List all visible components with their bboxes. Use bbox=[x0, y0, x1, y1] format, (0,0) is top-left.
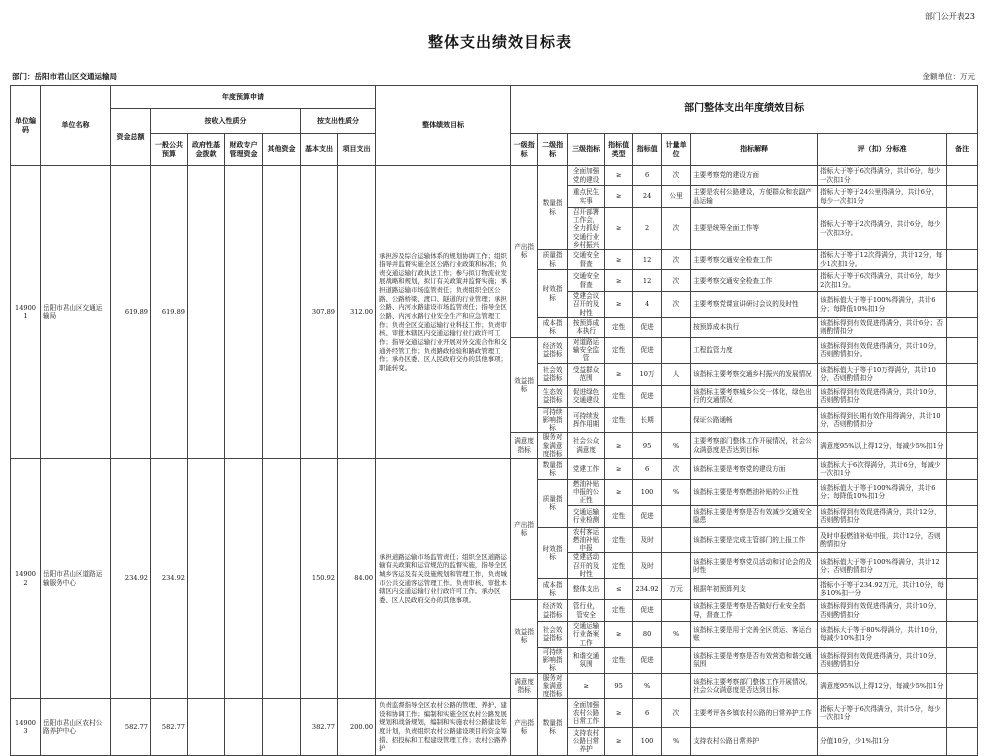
table-body bbox=[11, 166, 978, 756]
header-criteria: 评（扣）分标准 bbox=[818, 134, 947, 166]
indicator-description: 根据年初预算列支 bbox=[691, 579, 818, 600]
other-fund bbox=[263, 458, 301, 698]
level3-indicator: 促进绿色交通建设 bbox=[568, 385, 605, 407]
level3-indicator: 农村客运燃油补贴申报 bbox=[568, 527, 605, 553]
remark bbox=[947, 250, 978, 270]
level2-indicator: 生态效益指标 bbox=[538, 385, 568, 407]
measure-unit: 次 bbox=[662, 292, 691, 318]
level3-indicator: 党建会议召开的及时性 bbox=[568, 292, 605, 318]
indicator-type: ≥ bbox=[605, 166, 633, 186]
measure-unit: % bbox=[662, 479, 691, 505]
other-fund bbox=[263, 166, 301, 459]
measure-unit: 次 bbox=[662, 699, 691, 727]
measure-unit: 公里 bbox=[662, 186, 691, 208]
special-fund bbox=[225, 166, 263, 459]
measure-unit: 次 bbox=[662, 208, 691, 250]
level1-indicator: 满意度指标 bbox=[511, 673, 538, 699]
header-remark: 备注 bbox=[947, 134, 978, 166]
level3-indicator: 交通运输行业检测 bbox=[568, 505, 605, 527]
scoring-criteria: 满意度95%以上得12分，每减少5%扣1分 bbox=[818, 673, 947, 699]
scoring-criteria: 该指标得到有效促进得满分，共计10分，否则酌情扣分 bbox=[818, 385, 947, 407]
remark bbox=[947, 270, 978, 292]
indicator-value: 10万 bbox=[633, 363, 662, 385]
level3-indicator: 交通安全督查 bbox=[568, 270, 605, 292]
remark bbox=[947, 505, 978, 527]
basic-expense: 150.92 bbox=[301, 458, 338, 698]
indicator-type: 定性 bbox=[605, 553, 633, 579]
level3-indicator: 全面加强农村公路日常工作 bbox=[568, 699, 605, 727]
level3-indicator: 党建工作 bbox=[568, 458, 605, 479]
indicator-value: 6 bbox=[633, 166, 662, 186]
scoring-criteria: 该指标得到有效促进得满分，共计12分，否则酌情扣分 bbox=[818, 505, 947, 527]
level2-indicator: 成本指标 bbox=[538, 579, 568, 600]
indicator-value: 24 bbox=[633, 186, 662, 208]
indicator-description: 该指标主要是考察燃油补贴的公正性 bbox=[691, 479, 818, 505]
level3-indicator: 按预算成本执行 bbox=[568, 317, 605, 337]
overall-goal: 负责监督指导全区农村公路的管理、养护、建设和协调工作；编制和实施全区农村公路发展规划和战备规划，编制和实施农村公路建设年度计划，负责组织农村公路建设项目的资金筹措、招投标和工程建设管理工作；农村公路养护 bbox=[376, 699, 511, 756]
indicator-type: ≤ bbox=[605, 579, 633, 600]
indicator-type: ≥ bbox=[605, 270, 633, 292]
indicator-description: 支持农村公路日常养护 bbox=[691, 727, 818, 755]
page-title: 整体支出绩效目标表 bbox=[427, 33, 572, 51]
general-budget: 234.92 bbox=[151, 458, 188, 698]
scoring-criteria: 该指标得到有效促进得满分，共计6分；否则酌情扣分 bbox=[818, 317, 947, 337]
level3-indicator: 交通运输行业备案工作 bbox=[568, 622, 605, 648]
measure-unit bbox=[662, 385, 691, 407]
header-unit-name: 单位名称 bbox=[41, 86, 111, 166]
special-fund bbox=[225, 458, 263, 698]
indicator-description: 主要考察党课宣讲研讨会议的及时性 bbox=[691, 292, 818, 318]
indicator-value: 6 bbox=[633, 699, 662, 727]
indicator-type: 定性 bbox=[605, 647, 633, 673]
measure-unit: 次 bbox=[662, 166, 691, 186]
remark bbox=[947, 579, 978, 600]
level3-indicator: 交通安全督查 bbox=[568, 250, 605, 270]
indicator-description: 该指标主要是用于完善全区货运、客运台账 bbox=[691, 622, 818, 648]
indicator-type: 定性 bbox=[605, 385, 633, 407]
total-amount: 619.89 bbox=[111, 166, 151, 459]
scoring-criteria: 该指标值大于等于100%得满分，共计6分；每降低10%扣1分 bbox=[818, 479, 947, 505]
table-row bbox=[11, 699, 978, 727]
gov-fund bbox=[188, 166, 225, 459]
remark bbox=[947, 553, 978, 579]
indicator-type: ≥ bbox=[605, 622, 633, 648]
scoring-criteria: 指标大于等于6次得满分，共计6分，每少一次扣1分 bbox=[818, 166, 947, 186]
measure-unit bbox=[662, 673, 691, 699]
indicator-type: ≥ bbox=[605, 250, 633, 270]
scoring-criteria: 该指标得到长期有效作用得满分，共计10分，否则酌情扣分 bbox=[818, 407, 947, 433]
department-label: 部门：岳阳市君山区交通运输局 bbox=[12, 72, 117, 81]
header-general: 一般公共预算 bbox=[151, 134, 188, 166]
unit-code: 149002 bbox=[11, 458, 41, 698]
measure-unit bbox=[662, 317, 691, 337]
measure-unit bbox=[662, 647, 691, 673]
level2-indicator: 数量指标 bbox=[538, 458, 568, 479]
header-by-expense: 按支出性质分 bbox=[301, 109, 376, 134]
remark bbox=[947, 363, 978, 385]
level3-indicator: 受益群众范围 bbox=[568, 363, 605, 385]
indicator-description: 该指标主要是考察是否做好行业安全指导，督查工作 bbox=[691, 600, 818, 622]
level2-indicator: 可持续影响指标 bbox=[538, 647, 568, 673]
indicator-value: 12 bbox=[633, 270, 662, 292]
scoring-criteria: 该指标大于等于80%得满分，共计10分，每减少10%扣1分 bbox=[818, 622, 947, 648]
level2-indicator: 服务对象满意度指标 bbox=[538, 433, 568, 459]
amount-unit-label: 金额单位：万元 bbox=[922, 72, 975, 81]
indicator-type: 定性 bbox=[605, 600, 633, 622]
level2-indicator: 可持续影响指标 bbox=[538, 407, 568, 433]
remark bbox=[947, 433, 978, 459]
scoring-criteria: 满意度95%以上得12分，每减少5%扣1分 bbox=[818, 433, 947, 459]
indicator-type: ≥ bbox=[605, 727, 633, 755]
remark bbox=[947, 647, 978, 673]
level3-indicator: 燃油补贴申报的公正性 bbox=[568, 479, 605, 505]
scoring-criteria: 指标小于等于234.92万元，共计10分，每多10%扣一分 bbox=[818, 579, 947, 600]
indicator-description: 该指标主要是考察是否有效营造和谐交通氛围 bbox=[691, 647, 818, 673]
header-dept-goal: 部门整体支出年度绩效目标 bbox=[511, 86, 978, 134]
indicator-value: 95 bbox=[633, 433, 662, 459]
table-row bbox=[11, 166, 978, 186]
scoring-criteria: 该指标大于6次得满分，共计6分，每减少一次扣1分 bbox=[818, 458, 947, 479]
remark bbox=[947, 186, 978, 208]
level2-indicator: 社会效益指标 bbox=[538, 622, 568, 648]
indicator-type: 定性 bbox=[605, 407, 633, 433]
general-budget: 582.77 bbox=[151, 699, 188, 756]
header-l2: 二级指标 bbox=[538, 134, 568, 166]
header-unit: 计量单位 bbox=[662, 134, 691, 166]
measure-unit: 人 bbox=[662, 363, 691, 385]
indicator-value: 4 bbox=[633, 292, 662, 318]
header-unit-code: 单位编码 bbox=[11, 86, 41, 166]
indicator-description: 工程监管力度 bbox=[691, 337, 818, 363]
indicator-value: 促进 bbox=[633, 317, 662, 337]
indicator-value: 促进 bbox=[633, 337, 662, 363]
level3-indicator: 重点民生实事 bbox=[568, 186, 605, 208]
remark bbox=[947, 527, 978, 553]
header-desc: 指标解释 bbox=[691, 134, 818, 166]
level2-indicator: 质量指标 bbox=[538, 479, 568, 527]
measure-unit bbox=[662, 600, 691, 622]
measure-unit: % bbox=[662, 727, 691, 755]
scoring-criteria: 及时申报燃油补贴申报，共计12分，否则酌情扣分 bbox=[818, 527, 947, 553]
remark bbox=[947, 317, 978, 337]
level1-indicator: 效益指标 bbox=[511, 337, 538, 432]
level2-indicator: 时效指标 bbox=[538, 270, 568, 318]
header-by-income: 按收入性质分 bbox=[151, 109, 301, 134]
page-number: 部门公开表23 bbox=[924, 12, 975, 21]
measure-unit: 万元 bbox=[662, 579, 691, 600]
level2-indicator: 经济效益指标 bbox=[538, 600, 568, 622]
scoring-criteria: 指标大于等于24公里得满分，共计6分，每少一次扣1分 bbox=[818, 186, 947, 208]
indicator-description: 主要考察交通安全检查工作 bbox=[691, 270, 818, 292]
indicator-value: 促进 bbox=[633, 385, 662, 407]
overall-goal: 承担涉及综合运输体系的规划协调工作；组织指导并监督实施全区公路行业政策和标准；负责交通运输行政执法工作；参与拟订物流业发展战略和规划，拟订有关政策并监督实施；承担道路运输市场监管责任；负责组织全区公路、公路桥梁、渡口、隧道的行业管理；承担公路、内河水路建设市场监管责任；指导全区公路、内河水路行业安全生产和应急管理工作；负责全区交通运输行业科技工作；负责审核、审批本辖区内交通运输行业行政许可工作；指导交通运输行业开展对外交流合作和交通外经管工作；负责路政检验和路政管理工作；承办区委、区人民政府交办的其他事项；职能转变。 bbox=[376, 166, 511, 459]
measure-unit bbox=[662, 505, 691, 527]
indicator-value: 2 bbox=[633, 208, 662, 250]
unit-code: 149003 bbox=[11, 699, 41, 756]
level1-indicator: 效益指标 bbox=[511, 600, 538, 673]
remark bbox=[947, 479, 978, 505]
level1-indicator: 产出指标 bbox=[511, 458, 538, 599]
header-basic: 基本支出 bbox=[301, 134, 338, 166]
overall-goal: 承担道路运输市场监管责任；组织全区道路运输有关政策和运营规范的监督实施，指导全区城乡客运及有关设施规划和管理工作，负责城市公共交通客运管理工作。负责审核、审批本辖区内交通运输行业行政许可工作。承办区委、区人民政府交办的其他事项。 bbox=[376, 458, 511, 698]
indicator-value: 及时 bbox=[633, 553, 662, 579]
level2-indicator: 数量指标 bbox=[538, 699, 568, 756]
scoring-criteria: 指标大于等于6次得满分，共计5分，每少一次扣1分 bbox=[818, 699, 947, 727]
indicator-value: 长期 bbox=[633, 407, 662, 433]
remark bbox=[947, 699, 978, 727]
level3-indicator: 和谐交通氛围 bbox=[568, 647, 605, 673]
gov-fund bbox=[188, 699, 225, 756]
project-expense: 200.00 bbox=[338, 699, 376, 756]
performance-table bbox=[10, 85, 978, 756]
indicator-value: 6 bbox=[633, 458, 662, 479]
level3-indicator: 可持续发挥作用期 bbox=[568, 407, 605, 433]
level2-indicator: 时效指标 bbox=[538, 527, 568, 578]
level2-indicator: 社会效益指标 bbox=[538, 363, 568, 385]
header-goal: 整体绩效目标 bbox=[376, 86, 511, 166]
unit-code: 149001 bbox=[11, 166, 41, 459]
table-row bbox=[11, 458, 978, 479]
basic-expense: 307.89 bbox=[301, 166, 338, 459]
scoring-criteria: 该指标值大于等于100%得满分，共计12分；否则酌情扣分 bbox=[818, 553, 947, 579]
header-value: 指标值 bbox=[633, 134, 662, 166]
measure-unit bbox=[662, 337, 691, 363]
remark bbox=[947, 600, 978, 622]
unit-name: 岳阳市君山区道路运输服务中心 bbox=[41, 458, 111, 698]
level1-indicator: 产出指标 bbox=[511, 166, 538, 338]
indicator-description: 该指标主要是考察党员活动和讨论会的及时性 bbox=[691, 553, 818, 579]
level3-indicator: 支持农村公路日常养护 bbox=[568, 727, 605, 755]
measure-unit bbox=[662, 553, 691, 579]
indicator-type: ≥ bbox=[605, 433, 633, 459]
level3-indicator: ≥ bbox=[568, 673, 605, 699]
indicator-value: 234.92 bbox=[633, 579, 662, 600]
indicator-description: 该指标主要是考察是否有效减少交通安全隐患 bbox=[691, 505, 818, 527]
level1-indicator: 满意度指标 bbox=[511, 433, 538, 459]
header-annual-budget: 年度预算申请 bbox=[111, 86, 376, 109]
measure-unit bbox=[662, 407, 691, 433]
indicator-type: 定性 bbox=[605, 505, 633, 527]
level2-indicator: 经济效益指标 bbox=[538, 337, 568, 363]
header-l1: 一级指标 bbox=[511, 134, 538, 166]
header-type: 指标值类型 bbox=[605, 134, 633, 166]
measure-unit bbox=[662, 527, 691, 553]
scoring-criteria: 该指标值大于等于10万得满分，共计10分，否则酌情扣分 bbox=[818, 363, 947, 385]
level3-indicator: 召开部署工作会，全力抓好交通行业乡村振兴 bbox=[568, 208, 605, 250]
indicator-value: % bbox=[633, 673, 662, 699]
header-l3: 三级指标 bbox=[568, 134, 605, 166]
unit-name: 岳阳市君山区农村公路养护中心 bbox=[41, 699, 111, 756]
indicator-type: ≥ bbox=[605, 363, 633, 385]
indicator-type: ≥ bbox=[605, 186, 633, 208]
header-project: 项目支出 bbox=[338, 134, 376, 166]
scoring-criteria: 该指标得到有效促进得满分，共计10分，否则酌情扣分 bbox=[818, 600, 947, 622]
level2-indicator: 数量指标 bbox=[538, 166, 568, 250]
indicator-type: 定性 bbox=[605, 527, 633, 553]
remark bbox=[947, 292, 978, 318]
scoring-criteria: 该指标得到有效促进得满分，共计10分，否则酌情扣分。 bbox=[818, 337, 947, 363]
remark bbox=[947, 166, 978, 186]
indicator-type: 95 bbox=[605, 673, 633, 699]
header-total: 资金总额 bbox=[111, 109, 151, 166]
header-gov-fund: 政府性基金拨款 bbox=[188, 134, 225, 166]
scoring-criteria: 指标大于等于12次得满分，共计12分，每少1次扣1分。 bbox=[818, 250, 947, 270]
header-other: 其他资金 bbox=[263, 134, 301, 166]
remark bbox=[947, 622, 978, 648]
indicator-value: 促进 bbox=[633, 505, 662, 527]
indicator-description: 主要考评各乡镇农村公路的日常养护工作 bbox=[691, 699, 818, 727]
measure-unit: 次 bbox=[662, 270, 691, 292]
indicator-value: 100 bbox=[633, 727, 662, 755]
remark bbox=[947, 337, 978, 363]
indicator-description: 主要考察交通安全检查工作 bbox=[691, 250, 818, 270]
indicator-description: 该指标主要是完成主管部门的上报工作 bbox=[691, 527, 818, 553]
indicator-type: ≥ bbox=[605, 699, 633, 727]
indicator-description: 主要是统筹全面工作等 bbox=[691, 208, 818, 250]
scoring-criteria: 该指标值大于等于100%得满分，共计6分；每降低10%扣1分 bbox=[818, 292, 947, 318]
indicator-type: ≥ bbox=[605, 292, 633, 318]
measure-unit: % bbox=[662, 622, 691, 648]
scoring-criteria: 指标大于等于6次得满分，共计6分，每少2次扣1分。 bbox=[818, 270, 947, 292]
remark bbox=[947, 208, 978, 250]
remark bbox=[947, 458, 978, 479]
special-fund bbox=[225, 699, 263, 756]
indicator-type: ≥ bbox=[605, 208, 633, 250]
scoring-criteria: 该指标得到有效促进得满分，共计10分，否则酌情扣分 bbox=[818, 647, 947, 673]
scoring-criteria: 分值10分，少1%扣1分 bbox=[818, 727, 947, 755]
indicator-value: 促进 bbox=[633, 600, 662, 622]
indicator-type: ≥ bbox=[605, 479, 633, 505]
remark bbox=[947, 673, 978, 699]
remark bbox=[947, 385, 978, 407]
indicator-value: 80 bbox=[633, 622, 662, 648]
indicator-description: 主要考察部门整体工作开展情况，社会公众满意度是否达到目标 bbox=[691, 433, 818, 459]
level2-indicator: 服务对象满意度指标 bbox=[538, 673, 568, 699]
scoring-criteria: 指标大于等于2次得满分，共计6分，每少一次扣3分。 bbox=[818, 208, 947, 250]
basic-expense: 382.77 bbox=[301, 699, 338, 756]
level3-indicator: 全面加强党的建设 bbox=[568, 166, 605, 186]
indicator-value: 12 bbox=[633, 250, 662, 270]
indicator-description: 按预算成本执行 bbox=[691, 317, 818, 337]
total-amount: 582.77 bbox=[111, 699, 151, 756]
remark bbox=[947, 727, 978, 755]
indicator-description: 该指标主要考察城乡公交一体化，绿色出行的交通情况 bbox=[691, 385, 818, 407]
other-fund bbox=[263, 699, 301, 756]
level1-indicator: 产出指标 bbox=[511, 699, 538, 756]
indicator-description: 该指标主要是考察党的建设方面 bbox=[691, 458, 818, 479]
level3-indicator: 社会公众满意度 bbox=[568, 433, 605, 459]
level3-indicator: 对道路运输安全监管 bbox=[568, 337, 605, 363]
level2-indicator: 质量指标 bbox=[538, 250, 568, 270]
header-special: 财政专户管理资金 bbox=[225, 134, 263, 166]
indicator-type: 定性 bbox=[605, 317, 633, 337]
indicator-value: 及时 bbox=[633, 527, 662, 553]
indicator-type: ≥ bbox=[605, 458, 633, 479]
indicator-type: 定性 bbox=[605, 337, 633, 363]
total-amount: 234.92 bbox=[111, 458, 151, 698]
project-expense: 312.00 bbox=[338, 166, 376, 459]
measure-unit: 次 bbox=[662, 250, 691, 270]
level3-indicator: 管行业，管安全 bbox=[568, 600, 605, 622]
indicator-description: 该指标主要考察交通乡村振兴的发展情况 bbox=[691, 363, 818, 385]
level3-indicator: 整体支出 bbox=[568, 579, 605, 600]
indicator-description: 该指标主要考察部门整体工作开展情况，社会公众满意度是否达到目标 bbox=[691, 673, 818, 699]
indicator-value: 100 bbox=[633, 479, 662, 505]
level3-indicator: 党建活动召开的及时性 bbox=[568, 553, 605, 579]
level2-indicator: 成本指标 bbox=[538, 317, 568, 337]
measure-unit: 次 bbox=[662, 458, 691, 479]
indicator-value: 促进 bbox=[633, 647, 662, 673]
unit-name: 岳阳市君山区交通运输局 bbox=[41, 166, 111, 459]
general-budget: 619.89 bbox=[151, 166, 188, 459]
project-expense: 84.00 bbox=[338, 458, 376, 698]
measure-unit: % bbox=[662, 433, 691, 459]
indicator-description: 保证公路通畅 bbox=[691, 407, 818, 433]
indicator-description: 主要是农村公路建设，方便群众和农副产品运输 bbox=[691, 186, 818, 208]
remark bbox=[947, 407, 978, 433]
gov-fund bbox=[188, 458, 225, 698]
indicator-description: 主要考察党的建设方面 bbox=[691, 166, 818, 186]
